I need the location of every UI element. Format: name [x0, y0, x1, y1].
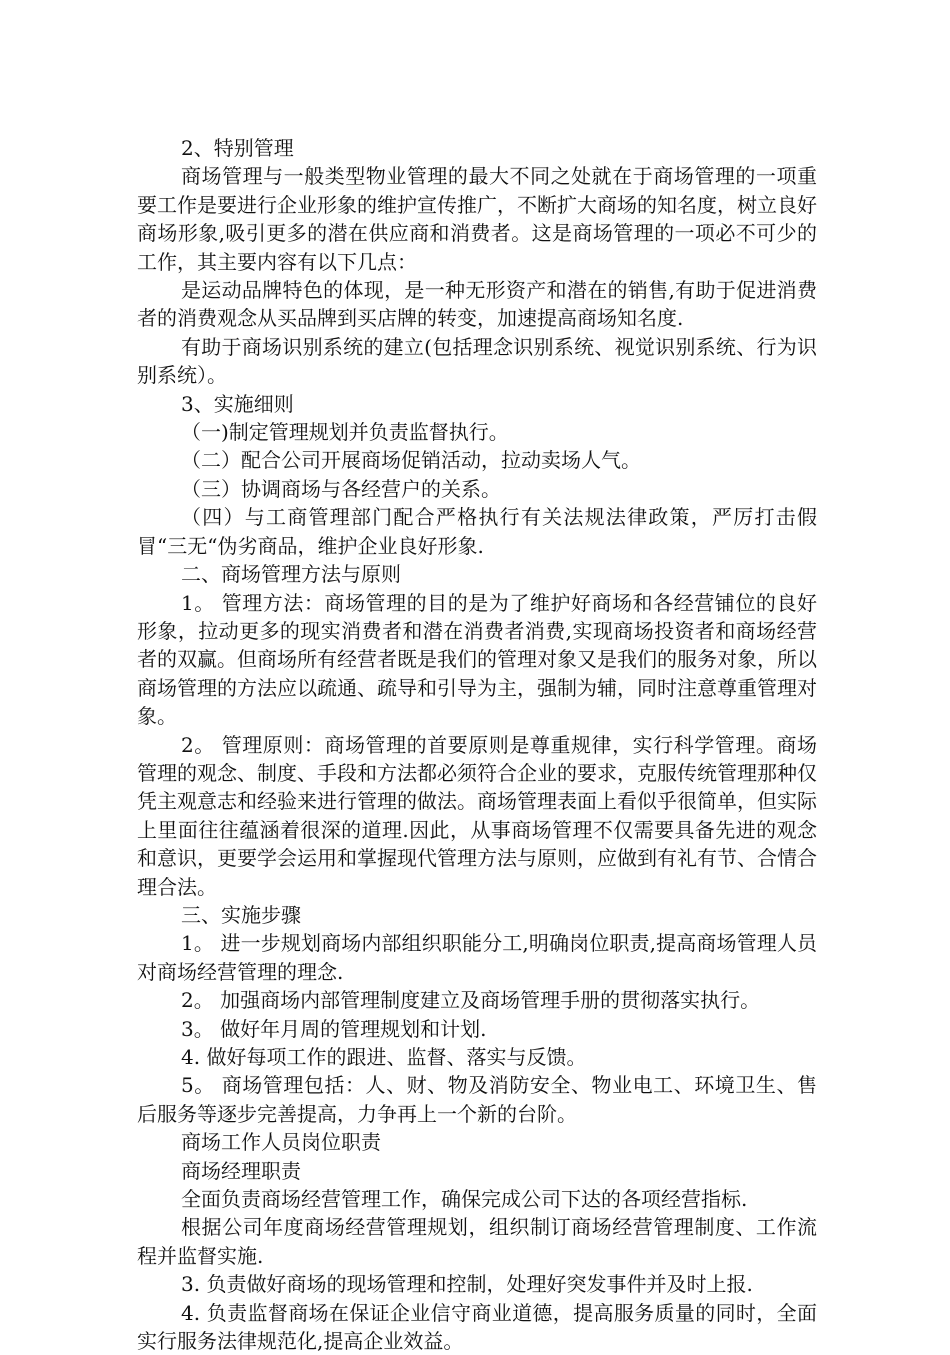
list-item: 3。 做好年月周的管理规划和计划. — [181, 1016, 487, 1041]
list-item: 1。 进一步规划商场内部组织职能分工,明确岗位职责,提高商场管理人员对商场经营管理的理念. — [137, 931, 817, 984]
document-body — [137, 134, 817, 1355]
list-item: （二）配合公司开展商场促销活动，拉动卖场人气。 — [181, 448, 641, 473]
list-item: 根据公司年度商场经营管理规划，组织制订商场经营管理制度、工作流程并监督实施. — [137, 1215, 817, 1268]
list-item: （一)制定管理规划并负责监督执行。 — [181, 420, 509, 445]
section-heading-implementation-rules: 3、实施细则 — [181, 391, 294, 416]
list-item: （四）与工商管理部门配合严格执行有关法规法律政策，严厉打击假冒“三无“伪劣商品，维护企业良好形象. — [137, 505, 817, 558]
section-heading-special-management: 2、特别管理 — [181, 136, 294, 160]
list-item: 全面负责商场经营管理工作，确保完成公司下达的各项经营指标. — [181, 1187, 748, 1212]
paragraph: 有助于商场识别系统的建立(包括理念识别系统、视觉识别系统、行为识别系统）。 — [137, 334, 817, 388]
paragraph: 2。 管理原则：商场管理的首要原则是尊重规律，实行科学管理。商场管理的观念、制度、手段和方法都必须符合企业的要求，克服传统管理那种仅凭主观意志和经验来进行管理的做法。商场管理表面上看似乎很简单，但实际上里面往往蕴涵着很深的道理.因此，从事商场管理不仅需要具备先进的观念和意识，更要学会运用和掌握现代管理方法与原则，应做到有礼有节、合情合理合法。 — [137, 732, 817, 899]
list-item: 4. 负责监督商场在保证企业信守商业道德，提高服务质量的同时，全面实行服务法律规范化,提高企业效益。 — [137, 1300, 817, 1354]
list-item: 5。 商场管理包括：人、财、物及消防安全、物业电工、环境卫生、售后服务等逐步完善提高，力争再上一个新的台阶。 — [137, 1073, 817, 1126]
list-item: （三）协调商场与各经营户的关系。 — [181, 476, 501, 501]
paragraph: 1。 管理方法：商场管理的目的是为了维护好商场和各经营铺位的良好形象，拉动更多的现实消费者和潜在消费者消费,实现商场投资者和商场经营者的双赢。但商场所有经营者既是我们的管理对象又是我们的服务对象，所以商场管理的方法应以疏通、疏导和引导为主，强制为辅，同时注意尊重管理对象。 — [137, 590, 817, 729]
section-heading-implementation-steps: 三、实施步骤 — [181, 902, 301, 927]
paragraph: 商场管理与一般类型物业管理的最大不同之处就在于商场管理的一项重要工作是要进行企业形象的维护宣传推广，不断扩大商场的知名度，树立良好商场形象,吸引更多的潜在供应商和消费者。这是商场管理的一项必不可少的工作，其主要内容有以下几点： — [137, 164, 817, 274]
paragraph: 是运动品牌特色的体现，是一种无形资产和潜在的销售,有助于促进消费者的消费观念从买品牌到买店牌的转变，加速提高商场知名度. — [137, 278, 817, 331]
list-item: 2。 加强商场内部管理制度建立及商场管理手册的贯彻落实执行。 — [181, 988, 761, 1013]
list-item: 3. 负责做好商场的现场管理和控制，处理好突发事件并及时上报. — [181, 1272, 753, 1297]
list-item: 4. 做好每项工作的跟进、监督、落实与反馈。 — [181, 1045, 587, 1069]
section-heading-methods-principles: 二、商场管理方法与原则 — [181, 562, 401, 587]
section-heading-staff-duties: 商场工作人员岗位职责 — [181, 1130, 381, 1155]
subheading-manager-duties: 商场经理职责 — [181, 1158, 301, 1183]
